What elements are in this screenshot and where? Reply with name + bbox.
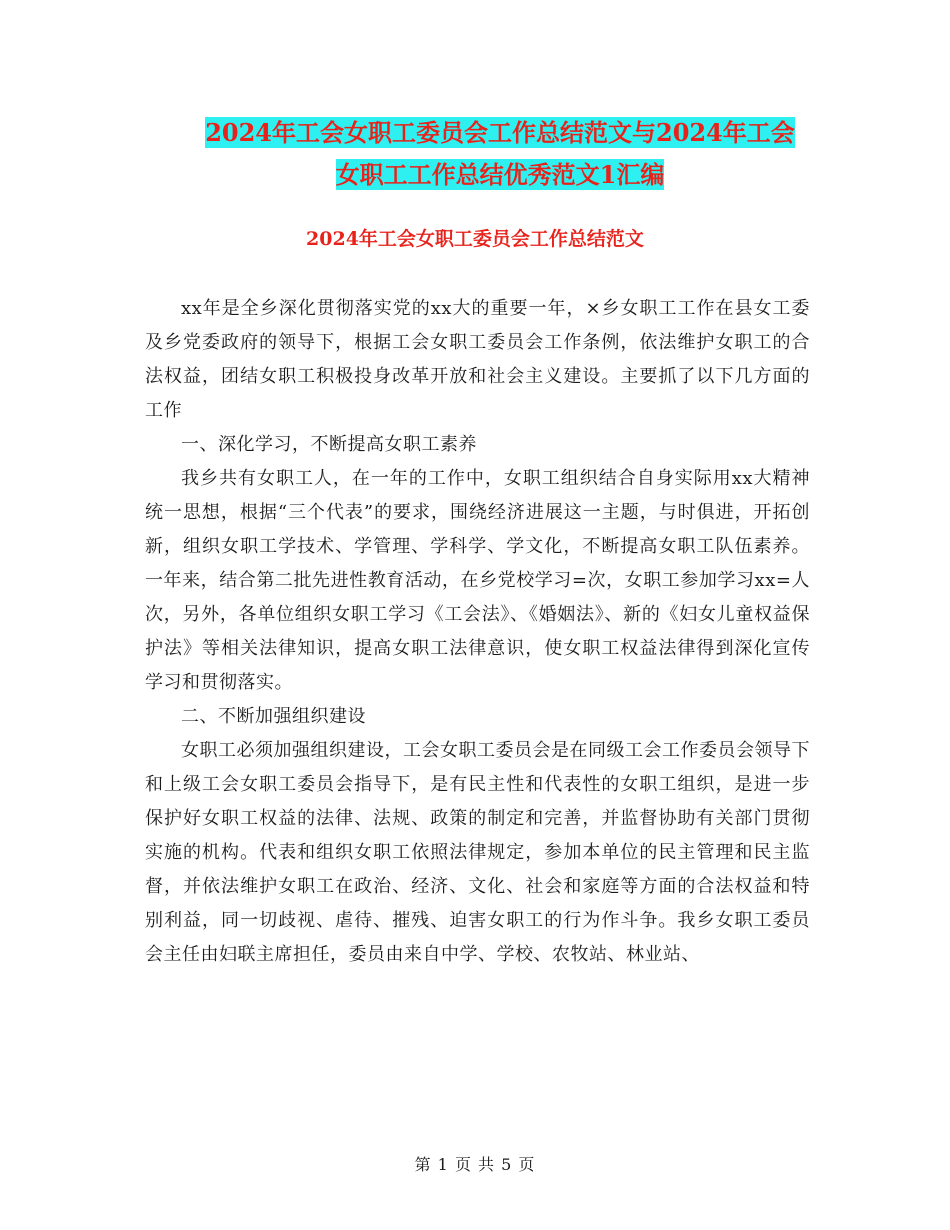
- section-title: 2024年工会女职工委员会工作总结范文: [306, 228, 644, 250]
- main-title: [150, 112, 850, 196]
- body-text: [145, 292, 810, 972]
- heading-organization: 二、不断加强组织建设: [181, 706, 366, 727]
- paragraph-organization: 女职工必须加强组织建设，工会女职工委员会是在同级工会工作委员会领导下和上级工会女职工委员会指导下，是有民主性和代表性的女职工组织，是进一步保护好女职工权益的法律、法规、政策的制定和完善，并监督协助有关部门贯彻实施的机构。代表和组织女职工依照法律规定，参加本单位的民主管理和民主监督，并依法维护女职工在政治、经济、文化、社会和家庭等方面的合法权益和特别利益，同一切歧视、虐待、摧残、迫害女职工的行为作斗争。我乡女职工委员会主任由妇联主席担任，委员由来自中学、学校、农牧站、林业站、: [145, 740, 810, 965]
- main-title-line-1: 2024年工会女职工委员会工作总结范文与2024年工会: [205, 118, 795, 147]
- page-number-footer: 第 1 页 共 5 页: [414, 1155, 536, 1174]
- main-title-line-2: 女职工工作总结优秀范文1汇编: [335, 160, 665, 189]
- paragraph-intro: xx年是全乡深化贯彻落实党的xx大的重要一年，×乡女职工工作在县女工委及乡党委政府的领导下，根据工会女职工委员会工作条例，依法维护女职工的合法权益，团结女职工积极投身改革开放和社会主义建设。主要抓了以下几方面的工作: [145, 298, 810, 421]
- paragraph-study: 我乡共有女职工人，在一年的工作中，女职工组织结合自身实际用xx大精神统一思想，根据“三个代表”的要求，围绕经济进展这一主题，与时俱进，开拓创新，组织女职工学技术、学管理、学科学、学文化，不断提高女职工队伍素养。一年来，结合第二批先进性教育活动，在乡党校学习=次，女职工参加学习xx=人次，另外，各单位组织女职工学习《工会法》、《婚姻法》、新的《妇女儿童权益保护法》等相关法律知识，提高女职工法律意识，使女职工权益法律得到深化宣传学习和贯彻落实。: [145, 468, 810, 693]
- heading-study: 一、深化学习，不断提高女职工素养: [181, 434, 477, 455]
